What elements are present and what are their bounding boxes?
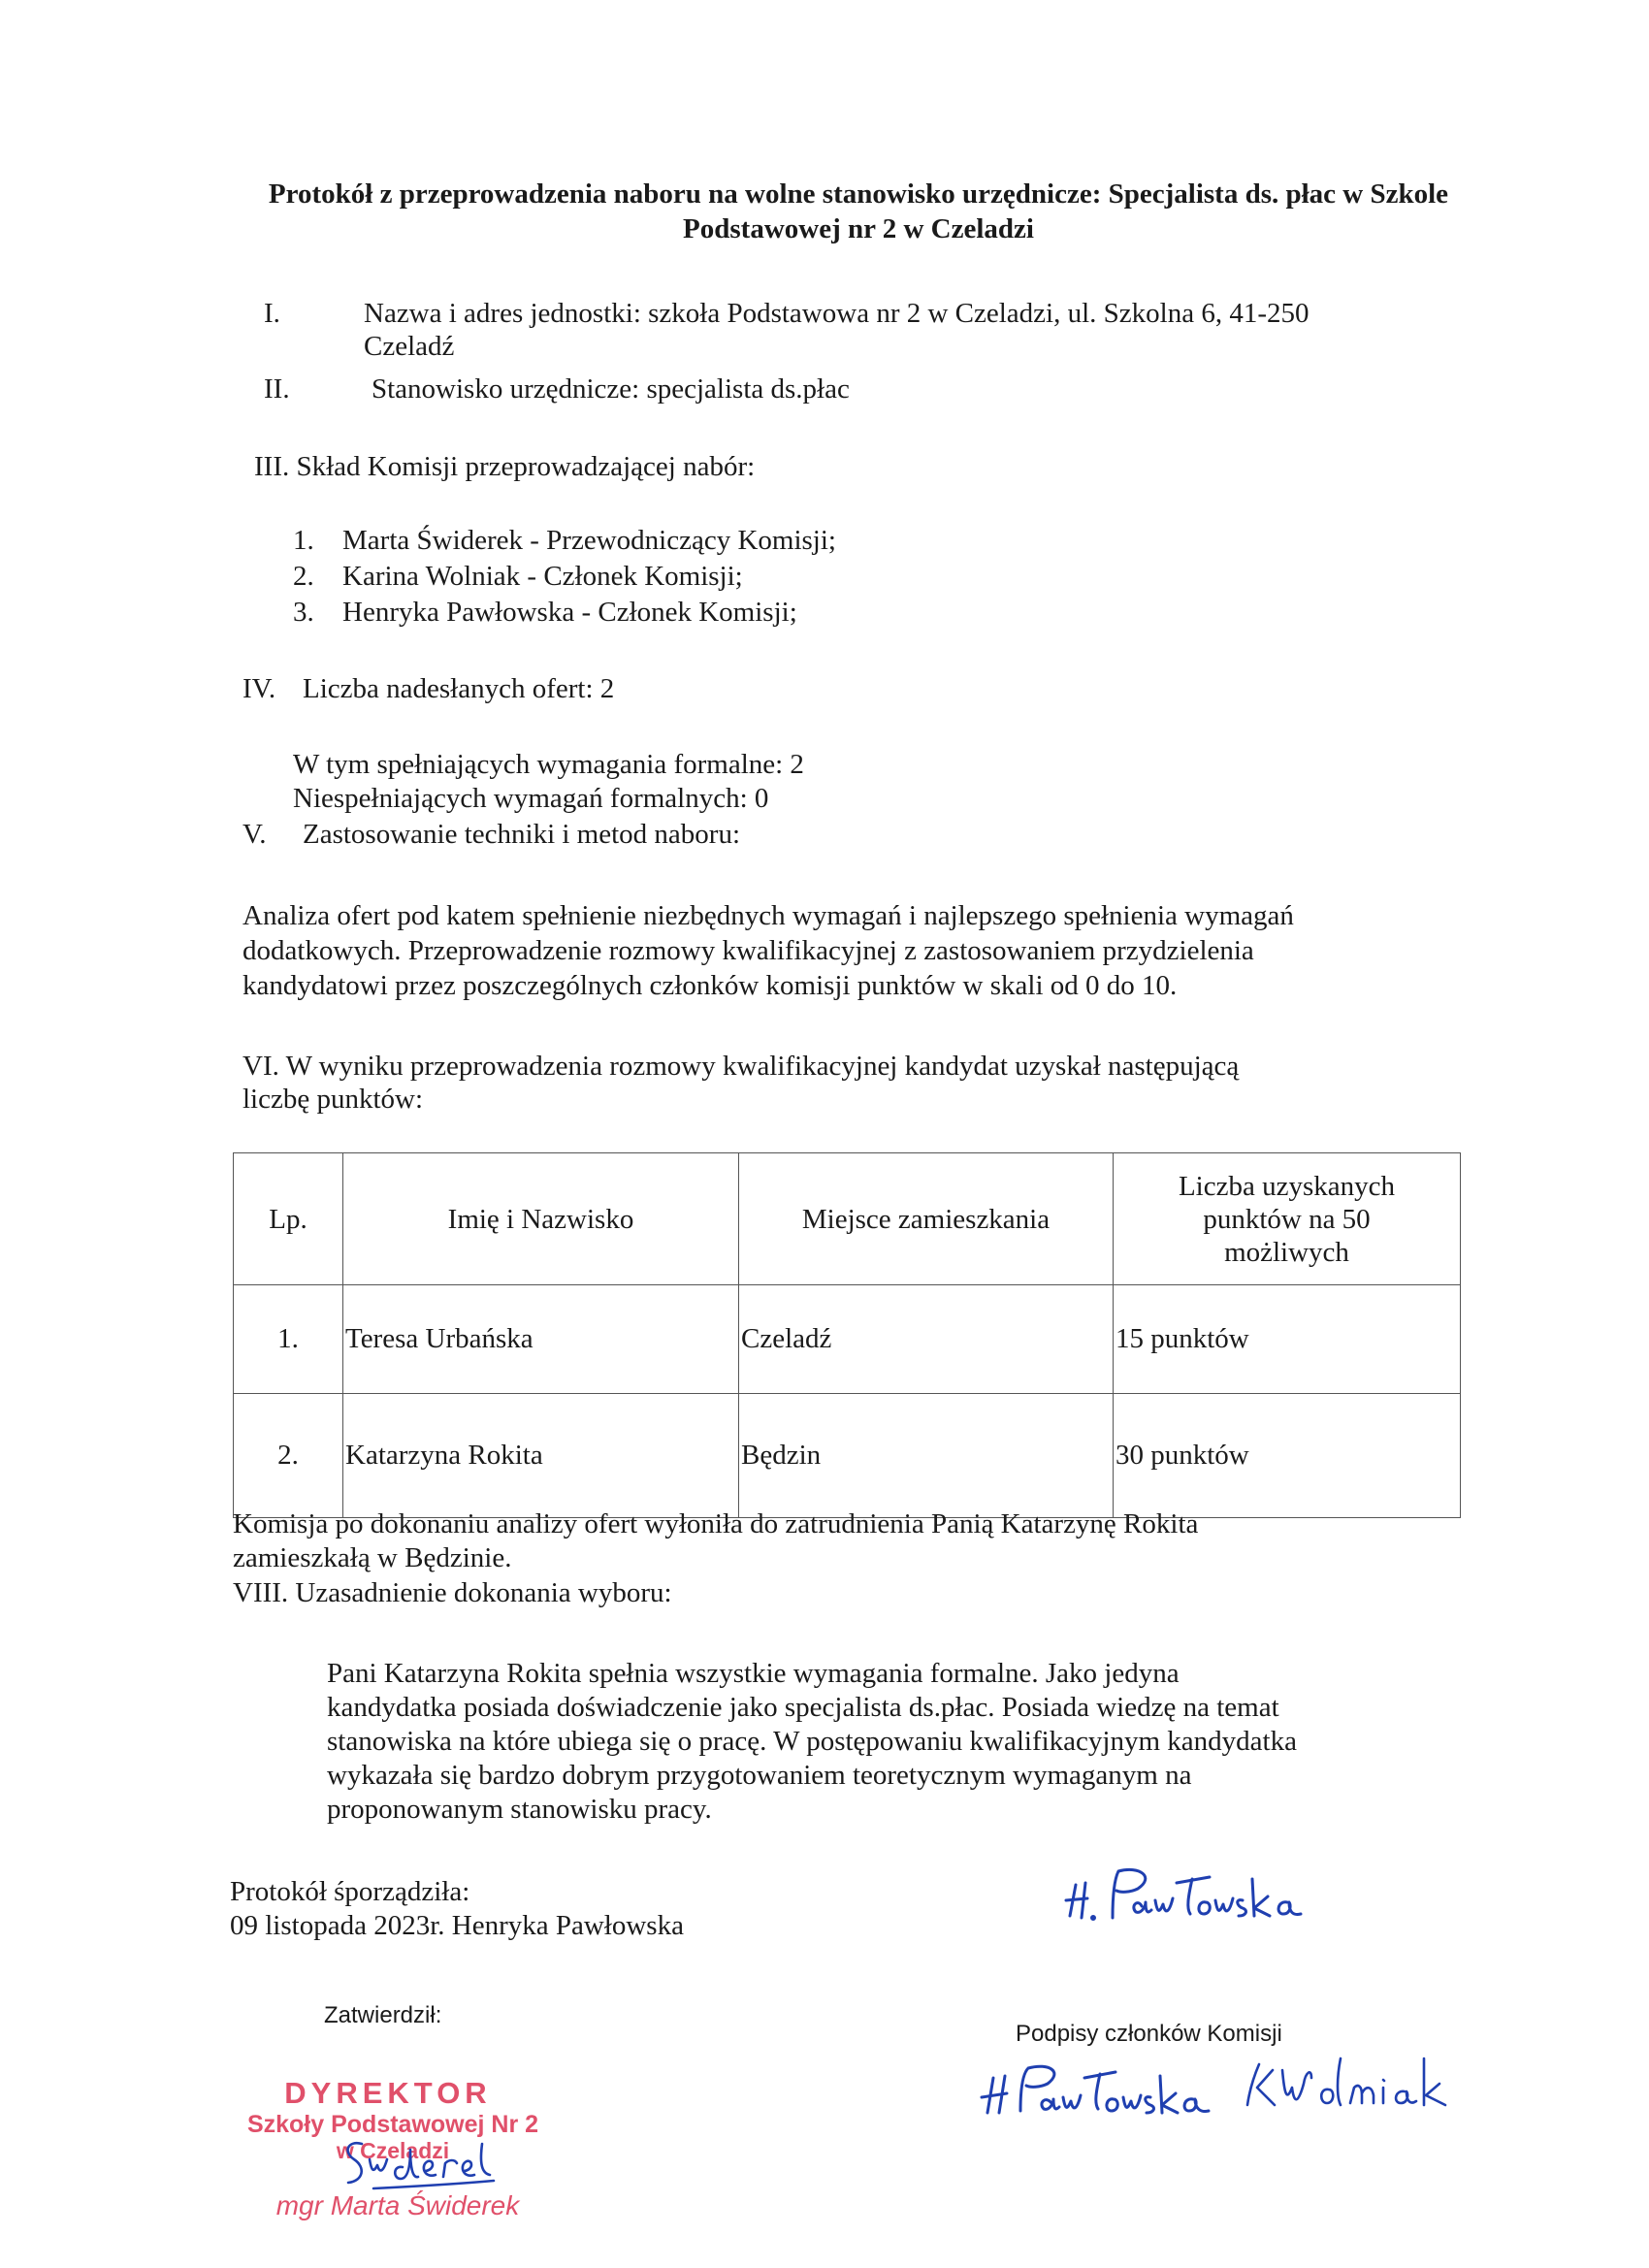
section-4-text: Liczba nadesłanych ofert: 2 <box>303 673 615 704</box>
section-1-line1: Nazwa i adres jednostki: szkoła Podstawowa nr 2 w Czeladzi, ul. Szkolna 6, 41-250 <box>364 298 1310 329</box>
signature-prepared-by <box>1062 1858 1343 1935</box>
section-6-line2: liczbę punktów: <box>242 1084 424 1115</box>
table-cell: Czeladź <box>739 1285 1114 1394</box>
table-cell: 15 punktów <box>1114 1285 1461 1394</box>
justification-line: kandydatka posiada doświadczenie jako specjalista ds.płac. Posiada wiedzę na temat <box>327 1692 1279 1723</box>
section-6-line1: VI. W wyniku przeprowadzenia rozmowy kwalifikacyjnej kandydat uzyskał następującą <box>242 1051 1240 1082</box>
committee-item-text: Henryka Pawłowska - Członek Komisji; <box>342 597 797 628</box>
table-cell: Teresa Urbańska <box>343 1285 739 1394</box>
justification-line: wykazała się bardzo dobrym przygotowaniem teoretycznym wymaganym na <box>327 1760 1192 1791</box>
table-header-cell: Liczba uzyskanych punktów na 50 możliwych <box>1114 1153 1461 1285</box>
decision-line: zamieszkałą w Będzinie. <box>233 1542 512 1573</box>
formal-requirements-not-met: Niespełniających wymagań formalnych: 0 <box>293 783 769 814</box>
section-2-text: Stanowisko urzędnicze: specjalista ds.płac <box>372 373 850 405</box>
table-cell: Będzin <box>739 1394 1114 1518</box>
formal-requirements-met: W tym spełniających wymagania formalne: 2 <box>293 749 804 780</box>
section-5-text: Zastosowanie techniki i metod naboru: <box>303 819 741 850</box>
section-1-number: I. <box>264 298 280 329</box>
section-3-text: III. Skład Komisji przeprowadzającej nabór: <box>254 451 756 482</box>
section-8-text: VIII. Uzasadnienie dokonania wyboru: <box>233 1577 672 1608</box>
committee-item-number: 2. <box>293 561 314 592</box>
stamp-name: mgr Marta Świderek <box>275 2190 520 2220</box>
table-cell: 2. <box>234 1394 343 1518</box>
results-table <box>233 1152 1461 1518</box>
prepared-by-label: Protokół śporządziła: <box>230 1876 470 1907</box>
stamp-school: Szkoły Podstawowej Nr 2 <box>246 2111 539 2138</box>
section-1-line2: Czeladź <box>364 331 455 362</box>
table-row <box>234 1394 1461 1518</box>
justification-line: stanowiska na które ubiega się o pracę. W postępowaniu kwalifikacyjnym kandydatka <box>327 1726 1297 1757</box>
table-cell: Katarzyna Rokita <box>343 1394 739 1518</box>
table-header-cell: Lp. <box>234 1153 343 1285</box>
signature-member-wolniak <box>1240 2049 1463 2117</box>
stamp-title: DYREKTOR <box>284 2076 492 2110</box>
table-header-row <box>234 1153 1461 1285</box>
table-cell: 1. <box>234 1285 343 1394</box>
table-cell: 30 punktów <box>1114 1394 1461 1518</box>
approved-label: Zatwierdził: <box>324 2002 442 2028</box>
prepared-by-line: 09 listopada 2023r. Henryka Pawłowska <box>230 1910 684 1941</box>
signature-director <box>335 2130 500 2198</box>
methods-paragraph-line: dodatkowych. Przeprowadzenie rozmowy kwalifikacyjnej z zastosowaniem przydzielenia <box>242 935 1254 966</box>
table-header-cell: Miejsce zamieszkania <box>739 1153 1114 1285</box>
methods-paragraph-line: kandydatowi przez poszczególnych członków komisji punktów w skali od 0 do 10. <box>242 970 1178 1001</box>
methods-paragraph-line: Analiza ofert pod katem spełnienie niezbędnych wymagań i najlepszego spełnienia wymagań <box>242 900 1294 931</box>
document-title: Protokół z przeprowadzenia naboru na wolne stanowisko urzędnicze: Specjalista ds. płac w Szkole Podstawowej nr 2 w Czeladzi <box>268 178 1449 244</box>
committee-item-text: Karina Wolniak - Członek Komisji; <box>342 561 743 592</box>
justification-line: Pani Katarzyna Rokita spełnia wszystkie wymagania formalne. Jako jedyna <box>327 1658 1180 1689</box>
justification-line: proponowanym stanowisku pracy. <box>327 1794 712 1825</box>
table-header-cell: Imię i Nazwisko <box>343 1153 739 1285</box>
decision-line: Komisja po dokonaniu analizy ofert wyłoniła do zatrudnienia Panią Katarzynę Rokita <box>233 1508 1199 1539</box>
section-5-number: V. <box>242 819 267 850</box>
section-2-number: II. <box>264 373 290 405</box>
table-row <box>234 1285 1461 1394</box>
committee-signatures-label: Podpisy członków Komisji <box>1016 2021 1282 2047</box>
committee-item-number: 3. <box>293 597 314 628</box>
signature-member-pawlowska <box>978 2057 1220 2124</box>
stamp-city: w Czeladzi <box>336 2138 450 2163</box>
committee-item-number: 1. <box>293 525 314 556</box>
section-4-number: IV. <box>242 673 276 704</box>
committee-item-text: Marta Świderek - Przewodniczący Komisji; <box>342 525 836 556</box>
